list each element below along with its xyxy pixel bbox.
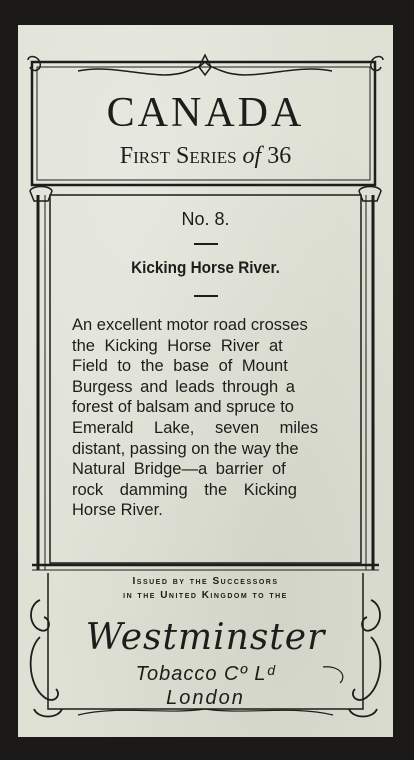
divider-bottom bbox=[194, 295, 218, 297]
company-city: London bbox=[166, 687, 245, 709]
cigarette-card bbox=[18, 25, 393, 737]
card-number: No. 8. bbox=[181, 209, 230, 229]
description-line: Field to the base of Mount bbox=[72, 357, 288, 376]
description-line: the Kicking Horse River at bbox=[72, 336, 283, 355]
issued-by bbox=[18, 575, 393, 603]
description-line: forest of balsam and spruce to bbox=[72, 398, 294, 417]
divider-top bbox=[194, 243, 218, 245]
description-line: rock damming the Kicking bbox=[72, 480, 297, 499]
company-name: Tobacco Cº Lᵈ bbox=[135, 663, 276, 685]
description-line: Emerald Lake, seven miles bbox=[72, 418, 319, 437]
description-line: distant, passing on the way the bbox=[72, 439, 299, 458]
series-line bbox=[18, 143, 393, 170]
issued-line-2: in the United Kingdom to the bbox=[123, 590, 288, 601]
series-count: 36 bbox=[267, 143, 292, 169]
description-line: An excellent motor road crosses bbox=[72, 316, 308, 334]
description-line: Horse River. bbox=[72, 501, 163, 520]
card-title: CANADA bbox=[106, 90, 305, 136]
series-of: of bbox=[242, 143, 262, 169]
issued-line-1: Issued by the Successors bbox=[132, 576, 279, 587]
series-prefix: First Series bbox=[119, 143, 237, 169]
brand-name: Westminster bbox=[85, 617, 326, 658]
card-heading: Kicking Horse River. bbox=[131, 258, 280, 277]
card-description bbox=[72, 315, 328, 521]
description-line: Natural Bridge—a barrier of bbox=[72, 460, 286, 479]
description-line: Burgess and leads through a bbox=[72, 377, 295, 396]
